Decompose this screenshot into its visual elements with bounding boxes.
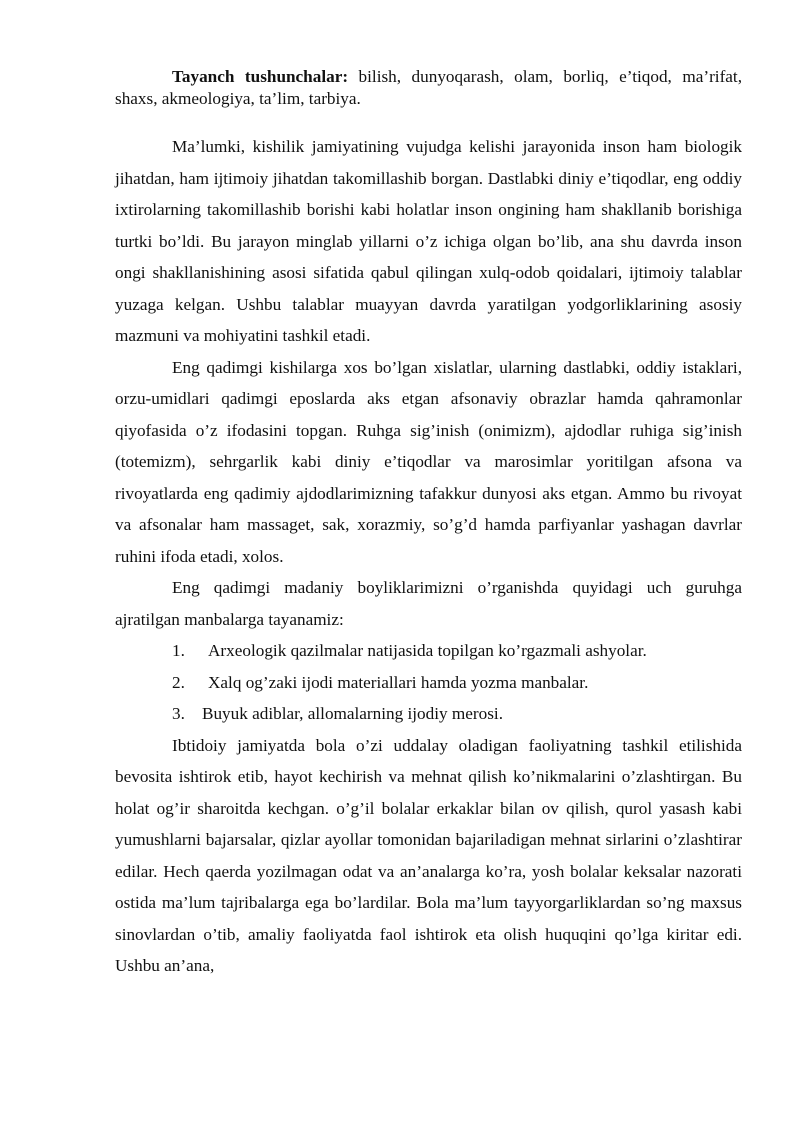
closing-paragraph: Ibtidoiy jamiyatda bola o’zi uddalay oladigan faoliyatning tashkil etilishida bevosita ishtirok etib, hayot kechirish va mehnat qilish ko’nikmalarini o’zlashtirgan. Bu holat og’ir sharoitda kechgan. o’g’il bolalar erkaklar bilan ov qilish, qurol yasash kabi yumushlarni bajarsalar, qizlar ayollar tomonidan bajariladigan mehnat sirlarini o’zlashtirar edilar. Hech qaerda yozilmagan odat va an’analarga ko’ra, yosh bolalar keksalar nazorati ostida ma’lum tajribalarga ega bo’lardilar. Bola ma’lum tayyorgarliklardan so’ng maxsus sinovlardan o’tib, amaliy faoliyatda faol ishtirok eta olish huquqini qo’lga kiritar edi. Ushbu an’ana, (115, 735, 742, 975)
list-item-number: 2. (172, 672, 185, 692)
list-item (115, 635, 742, 667)
body-paragraph: Eng qadimgi madaniy boyliklarimizni o’rganishda quyidagi uch guruhga ajratilgan manbalarga tayanamiz: (115, 578, 742, 629)
list-item-number: 3. (172, 704, 185, 723)
body-paragraph: Ma’lumki, kishilik jamiyatining vujudga kelishi jarayonida inson ham biologik jihatdan, ham ijtimoiy jihatdan takomillashib borgan. Dastlabki diniy e’tiqodlar, eng oddiy ixtirolarning takomillashib borishi kabi holatlar inson ongining ham shakllanib borishiga turtki bo’ldi. Bu jarayon minglab yillarni o’z ichiga olgan bo’lib, ana shu davrda inson ongi shakllanishining asosi sifatida qabul qilingan xulq-odob qoidalari, ijtimoiy talablar yuzaga kelgan. Ushbu talablar muayyan davrda yaratilgan yodgorliklarining asosiy mazmuni va mohiyatini tashkil etadi. (115, 137, 742, 345)
list-item (115, 698, 742, 730)
list-item (115, 667, 742, 699)
list-item-text: Buyuk adiblar, allomalarning ijodiy merosi. (202, 704, 503, 723)
list-item-text: Xalq og’zaki ijodi materiallari hamda yozma manbalar. (208, 672, 589, 692)
list-item-number: 1. (172, 641, 185, 660)
keywords-label: Tayanch tushunchalar: (172, 67, 349, 86)
body-paragraph: Eng qadimgi kishilarga xos bo’lgan xislatlar, ularning dastlabki, oddiy istaklari, orzu-umidlari qadimgi eposlarda aks etgan afsonaviy obrazlar hamda qahramonlar qiyofasida o’z ifodasini topgan. Ruhga sig’inish (onimizm), ajdodlar ruhiga sig’inish (totemizm), sehrgarlik kabi diniy e’tiqodlar va marosimlar yoritilgan afsona va rivoyatlarda eng qadimiy ajdodlarimizning tafakkur dunyosi aks etgan. Ammo bu rivoyat va afsonalar ham massaget, sak, xorazmiy, so’g’d hamda parfiyanlar yashagan davrlar ruhini ifoda etadi, xolos. (115, 357, 742, 566)
keywords-paragraph (115, 66, 742, 110)
keywords-text: bilish, dunyoqarash, olam, borliq, e’tiqod, ma’rifat, shaxs, akmeologiya, ta’lim, tarbiya. (115, 67, 742, 108)
sources-list (115, 635, 742, 730)
list-item-text: Arxeologik qazilmalar natijasida topilgan ko’rgazmali ashyolar. (208, 641, 647, 660)
